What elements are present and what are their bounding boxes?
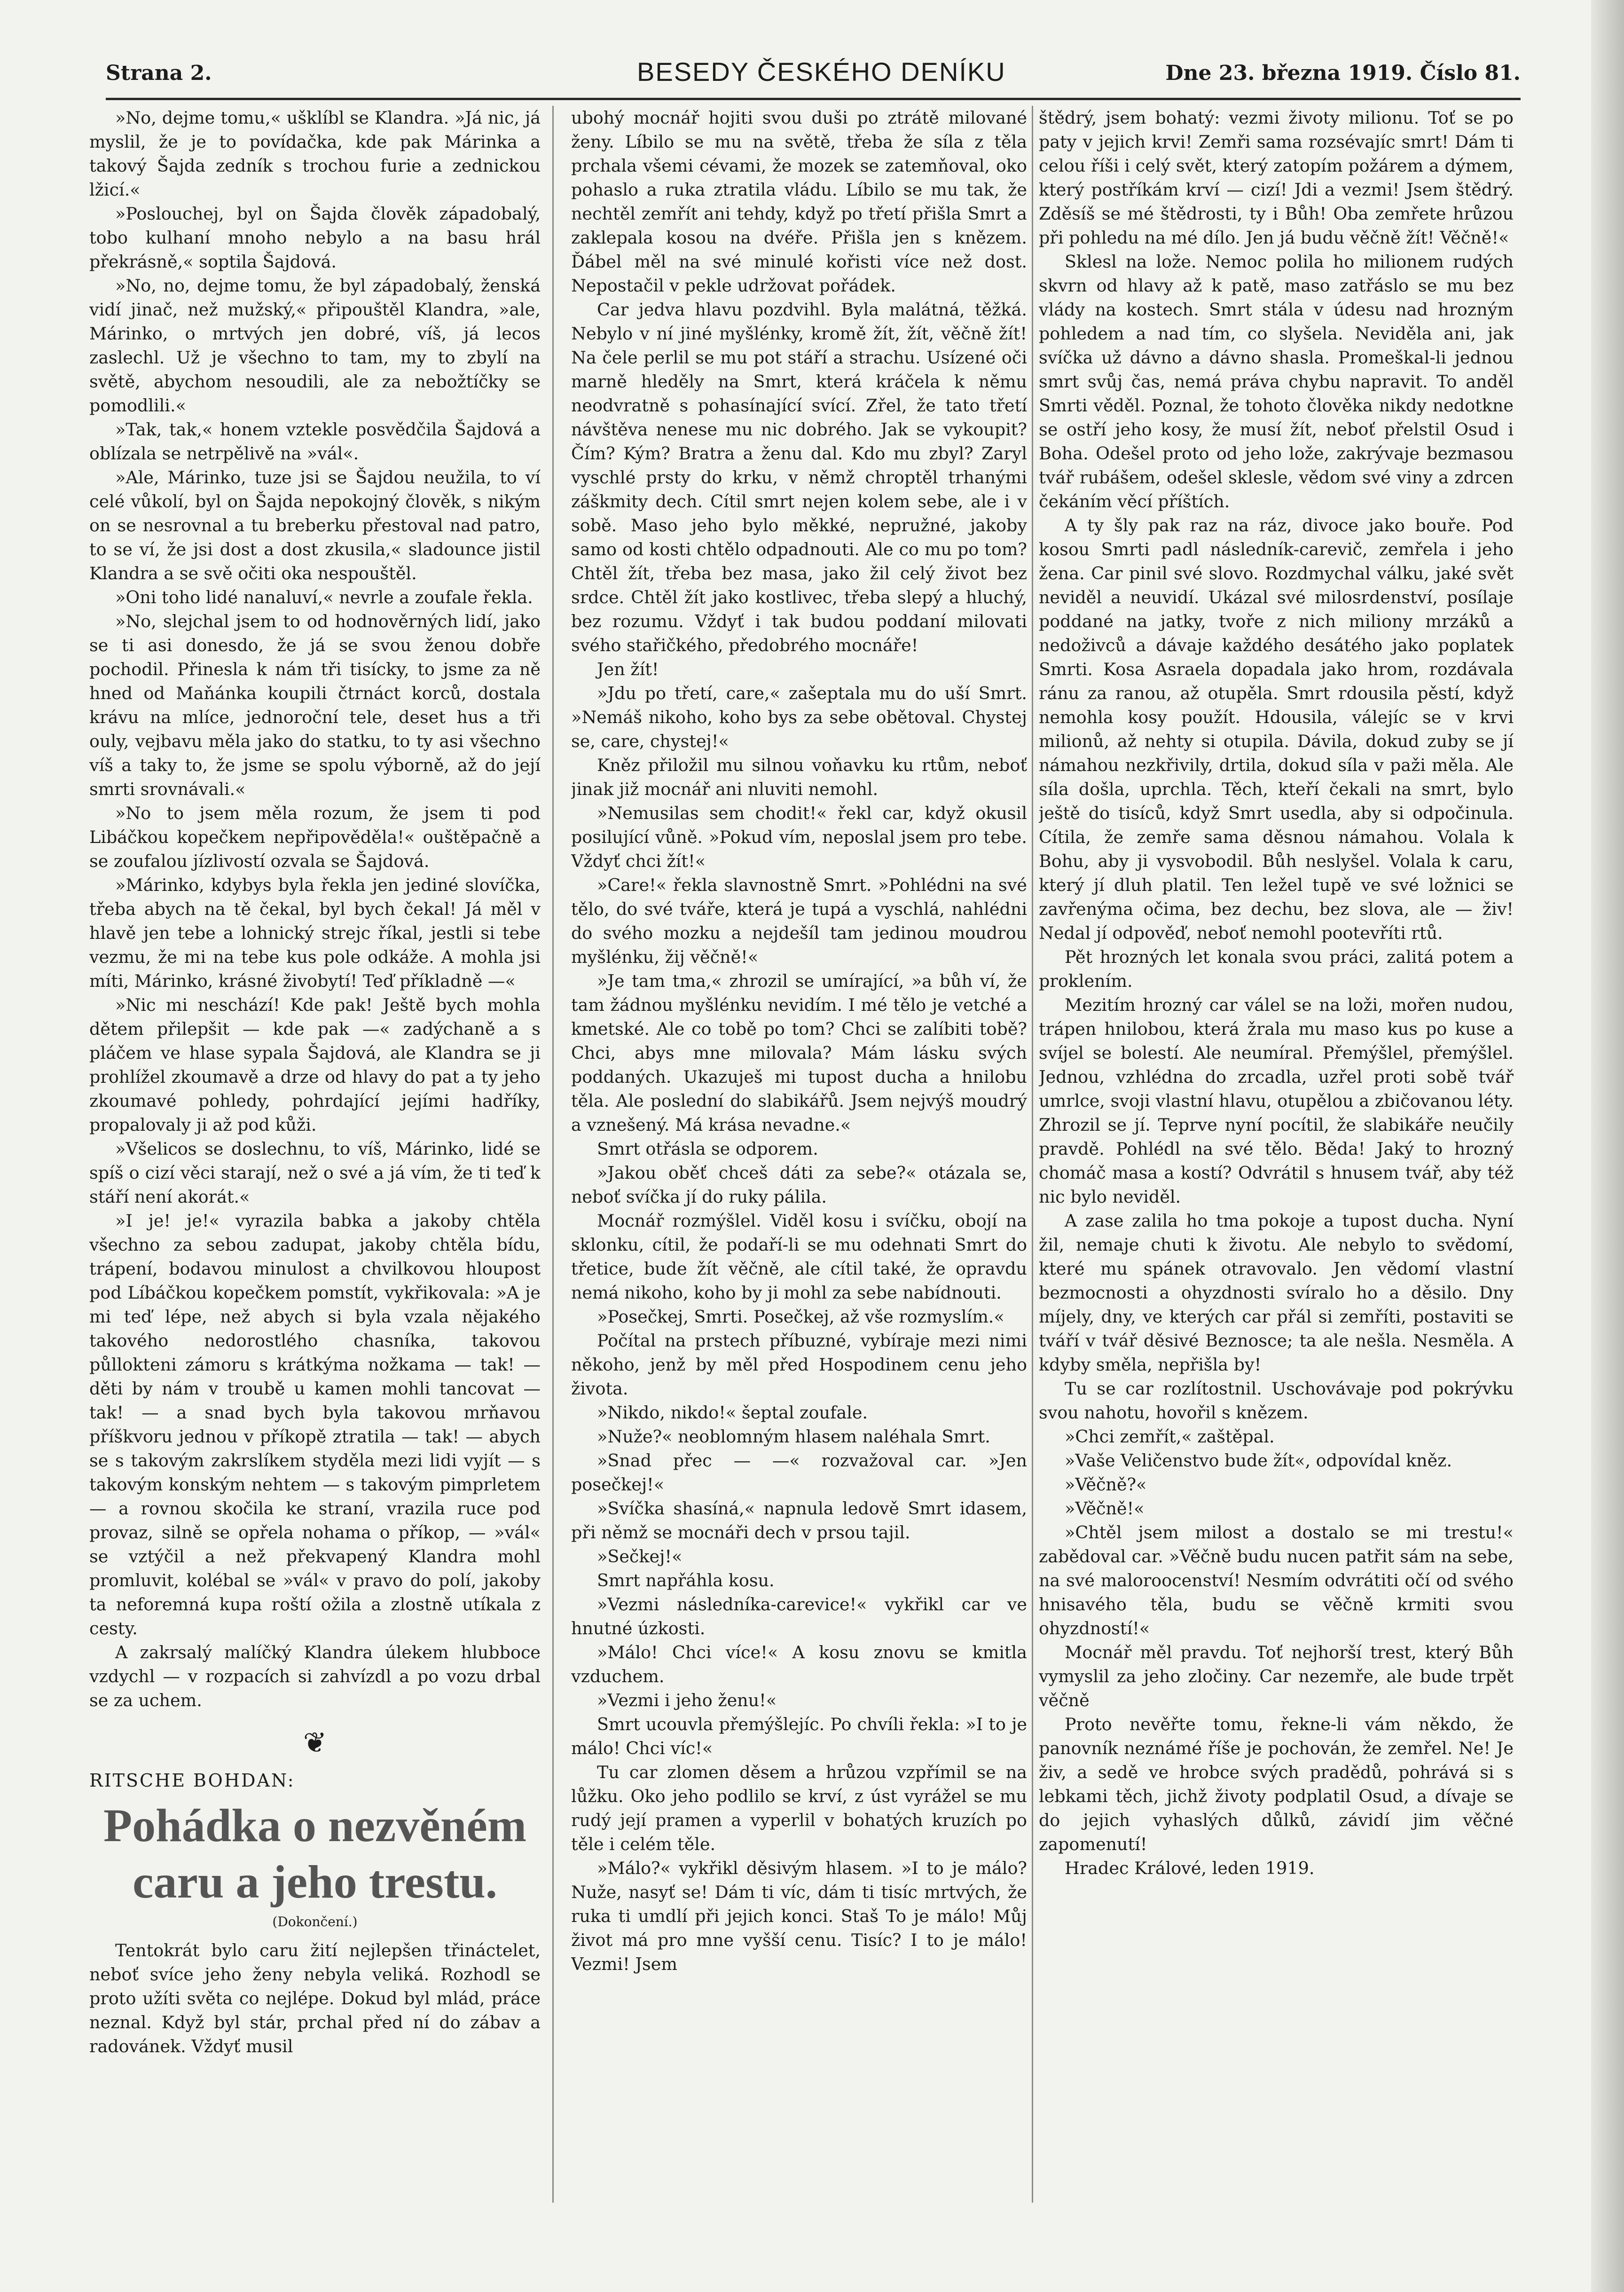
paragraph: »Chtěl jsem milost a dostalo se mi trestu!« zabědoval car. »Věčně budu nucen patřit sám na sebe, na své maloroocenství! Nesmím odvrátiti očí od svého hnisavého těla, budu se věčně krmiti svou ohyzdností!«	[1039, 1522, 1514, 1638]
page-number: Strana 2.	[106, 61, 212, 85]
issue-date: Dne 23. března 1919.	[1165, 61, 1413, 85]
paragraph: štědrý, jsem bohatý: vezmi životy milionu. Toť se po paty v jejich krvi! Zemři sama rozsévajíc smrt! Dám ti celou říši i celý svět, který zatopím požárem a dýmem, který postříkám krví — cizí! Jdi a vezmi! Jsem štědrý. Zděsíš se mé štědrosti, ty i Bůh! Oba zemřete hrůzou při pohledu na mé dílo. Jen já budu věčně žít! Věčně!«	[1039, 108, 1514, 248]
paragraph: »Všelicos se doslechnu, to víš, Márinko, lidé se spíš o cizí věci starají, než o své a já vím, že ti teď k stáří není akorát.«	[89, 1139, 541, 1207]
issue-info	[1165, 61, 1521, 85]
story-subtitle: (Dokončení.)	[272, 1914, 358, 1930]
paragraph: »Snad přec — —« rozvažoval car. »Jen posečkej!«	[571, 1450, 1027, 1495]
paragraph: »Málo! Chci více!« A kosu znovu se kmitla vzduchem.	[571, 1642, 1027, 1686]
paragraph: Proto nevěřte tomu, řekne-li vám někdo, že panovník neznámé říše je pochován, že zemřel. Ne! Je živ, a sedě ve hrobce svých pradědů, pohrává si s lebkami těch, jichž životy podplatil Osud, a dívaje se do jejich vyhaslých důlků, závidí jim věčné zapomenutí!	[1039, 1714, 1514, 1854]
paragraph: Kněz přiložil mu silnou voňavku ku rtům, neboť jinak již mocnář ani nluviti nemohl.	[571, 755, 1027, 799]
paragraph: Sklesl na lože. Nemoc polila ho milionem rudých skvrn od hlavy až k patě, maso zatřáslo se mu bez vlády na kostech. Smrt stála v údesu nad hrozným pohledem a nad tím, co slyšela. Neviděla ani, jak svíčka už dávno a dávno shasla. Promeškal-li jednou smrt svůj čas, nemá práva chybu napravit. To anděl Smrti věděl. Poznal, že tohoto člověka nikdy nedotkne se ostří jeho kosy, že musí žít, neboť přelstil Osud i Boha. Odešel proto od jeho lože, zakrývaje bezmasou tvář rubášem, odešel sklesle, vědom své viny a zdrcen čekáním věcí příštích.	[1039, 252, 1514, 512]
column-3	[1039, 106, 1514, 2221]
paragraph: »Nuže?« neoblomným hlasem naléhala Smrt.	[597, 1426, 990, 1447]
paragraph: Jen žít!	[597, 659, 659, 679]
paragraph: ubohý mocnář hojiti svou duši po ztrátě milované ženy. Líbilo se mu na světě, třeba že síla z těla prchala všemi cévami, že mozek se zatemňoval, oko pohaslo a ruka ztratila vládu. Líbilo se mu tak, že nechtěl zemřít ani tehdy, když po třetí přišla Smrt a zaklepala kosou na dvéře. Přišla jen s knězem. Ďábel měl na své minulé kořisti více než dost. Nepostačil v pekle udržovat pořádek.	[571, 108, 1027, 296]
paragraph: »Vaše Veličenstvo bude žít«, odpovídal kněz.	[1065, 1450, 1452, 1471]
paragraph: »Jakou oběť chceš dáti za sebe?« otázala se, neboť svíčka jí do ruky pálila.	[571, 1163, 1027, 1207]
paragraph: »No to jsem měla rozum, že jsem ti pod Libáčkou kopečkem nepřipověděla!« ouštěpačně a se zoufalou jízlivostí ozvala se Šajdová.	[89, 803, 541, 871]
paragraph: Smrt napřáhla kosu.	[597, 1570, 775, 1591]
paragraph: »Care!« řekla slavnostně Smrt. »Pohlédni na své tělo, do své tváře, která je tupá a vyschlá, nahlédni do svého mozku a nejdešíl tam jedinou moudrou myšlénku, žij věčně!«	[571, 875, 1027, 967]
paragraph: »No, slejchal jsem to od hodnověrných lidí, jako se ti asi donesdo, že já se svou ženou dobře pochodil. Přinesla k nám tři tisícky, to jsme za ně hned od Maňánka koupili čtrnáct korců, dostala krávu na mlíce, jednoroční tele, deset hus a tři ouly, vejbavu měla jako do statku, to ty asi všechno víš a taky to, že jsme se spolu výborně, až do její smrti srovnávali.«	[89, 611, 541, 799]
paragraph: A ty šly pak raz na ráz, divoce jako bouře. Pod kosou Smrti padl následník-carevič, zemřela i jeho žena. Car pinil své slovo. Rozdmychal válku, jaké svět neviděl a neuvidí. Ukázal své milosrdenství, posílaje poddané na jatky, tvoře z nich miliony mrzáků a nedoživců a dávaje každého desátého jako poplatek Smrti. Kosa Asraela dopadala jako hrom, rozdávala ránu za ranou, až otupěla. Smrt rdousila pěstí, když nemohla kosy použít. Hdousila, válejíc se v krvi milionů, až nehty si otupila. Dávila, dokud zuby se jí námahou nezkřivily, drtila, dokud síla v paži měla. Ale síla došla, uprchla. Těch, kteří čekali na smrt, bylo ještě do tisíců, když Smrt usedla, aby si odpočinula. Cítila, že zemře sama děsnou námahou. Volala k Bohu, aby ji vysvobodil. Bůh neslyšel. Volala k caru, který jí dluh platil. Ten ležel tupě ve své ložnici se zavřenýma očima, bez dechu, bez slova, ale — živ! Nedal jí odpověď, neboť nemohl pootevříti rtů.	[1039, 515, 1514, 943]
header-rule	[106, 98, 1521, 100]
column-1	[89, 106, 541, 2221]
issue-number: Číslo 81.	[1420, 61, 1521, 85]
paragraph: Tu car zlomen děsem a hrůzou vzpřímil se na lůžku. Oko jeho podlilo se krví, z úst vyrážel se mu rudý její pramen a vyperlil v bohatých kruzích po těle i celém těle.	[571, 1762, 1027, 1854]
paragraph: »Nic mi neschází! Kde pak! Ještě bych mohla dětem přilepšit — kde pak —« zadýchaně a s pláčem ve hlase sypala Šajdová, ale Klandra se ji prohlížel zkoumavě a drze od hlavy do pat a ty jeho zkoumavé pohledy, pohrdající jejími hadříky, propalovaly ji až pod kůži.	[89, 995, 541, 1135]
paragraph: »Věčně!«	[1065, 1498, 1145, 1519]
paragraph: Smrt ucouvla přemýšlejíc. Po chvíli řekla: »I to je málo! Chci víc!«	[571, 1714, 1027, 1758]
paragraph: »Ale, Márinko, tuze jsi se Šajdou neužila, to ví celé vůkolí, byl on Šajda nepokojný člověk, s nikým on se nesrovnal a tu breberku přestoval nad patro, to se ví, že jsi dost a dost zkusila,« sladounce jistil Klandra a se svě očiti oka nespouštěl.	[89, 467, 541, 583]
dateline: Hradec Králové, leden 1919.	[1065, 1858, 1315, 1878]
paragraph: »I je! je!« vyrazila babka a jakoby chtěla všechno za sebou zadupat, jakoby chtěla bídu, trápení, bodavou minulost a chvilkovou hloupost pod Líbáčkou kopečkem pomstít, vykřikovala: »A je mi teď lépe, než abych si byla vzala nějakého takového nedorostlého chasníka, takovou půllokteni zámoru s krátkýma nožkama — tak! — děti by nám v troubě u kamen mohli tancovat — tak! — a snad bych byla takovou mrňavou příškvoru jednou v příkopě ztratila — tak! — abych se s takovým zakrslíkem styděla mezi lidi vyjít — s takovým konským nehtem — s takovým pimprletem — a rovnou skočila ke straní, vrazila ruce pod provaz, silně se opřela nohama o příkop, — »vál« se vztýčil a než překvapený Klandra mohl promluvit, kolébal se »vál« v pravo do polí, jakoby ta neforemná kupa roští ožila a zlostně utíkala z cesty.	[89, 1211, 541, 1638]
paragraph: »Márinko, kdybys byla řekla jen jediné slovíčka, třeba abych na tě čekal, byl bych čekal! Já měl v hlavě jen tebe a lohnický strejc říkal, jestli si tebe vezmu, že mi na tebe kus pole odkáže. A mohla jsi míti, Márinko, krásné živobytí! Teď příkladně —«	[89, 875, 541, 991]
paragraph: Mocnář rozmýšlel. Viděl kosu i svíčku, obojí na sklonku, cítil, že podaří-li se mu odehnati Smrt do třetice, bude žít věčně, ale cítil také, že opravdu nemá nikoho, koho by ji mohl za sebe nabídnouti.	[571, 1211, 1027, 1303]
paragraph: Mezitím hrozný car válel se na loži, mořen nudou, trápen hnilobou, která žrala mu maso kus po kuse a svíjel se bolestí. Ale neumíral. Přemýšlel, přemýšlel. Jednou, vzhlédna do zrcadla, uzřel proti sobě tvář umrlce, svoji vlastní hlavu, otupělou a zbičovanou léty. Zhrozil se jí. Teprve nyní pocítil, že slabikáře neučily pravdě. Pohlédl na své tělo. Běda! Jaký to hrozný chomáč masa a kostí? Odvrátil s hnusem tvář, aby též nic bylo neviděl.	[1039, 995, 1514, 1207]
paragraph: »Věčně?«	[1065, 1474, 1147, 1495]
paragraph: Počítal na prstech příbuzné, vybíraje mezi nimi někoho, jenž by měl před Hospodinem cenu jeho života.	[571, 1331, 1027, 1399]
paragraph: A zase zalila ho tma pokoje a tupost ducha. Nyní žil, nemaje chuti k životu. Ale nebylo to svědomí, které mu spánek otravovalo. Jen vědomí vlastní bezmocnosti a ohyzdnosti svíralo ho a děsilo. Dny míjely, dny, ve kterých car přál si zemříti, postaviti se tváří v tvář děsivé Beznosce; ta ale nešla. Nesměla. A kdyby směla, nepřišla by!	[1039, 1211, 1514, 1375]
paragraph: »Vezmi i jeho ženu!«	[597, 1690, 777, 1710]
newspaper-title: BESEDY ČESKÉHO DENÍKU	[637, 57, 1006, 87]
paragraph: »Sečkej!«	[597, 1546, 683, 1567]
paragraph: Pět hrozných let konala svou práci, zalitá potem a proklením.	[1039, 947, 1514, 991]
paragraph: »Tak, tak,« honem vztekle posvědčila Šajdová a oblízala se netrpělivě na »vál«.	[89, 419, 541, 464]
column-2	[571, 106, 1027, 2221]
paragraph: »Svíčka shasíná,« napnula ledově Smrt idasem, při němž se mocnáři dech v prsou tajil.	[571, 1498, 1027, 1543]
paragraph: Mocnář měl pravdu. Toť nejhorší trest, který Bůh vymyslil za jeho zločiny. Car nezemře, ale bude trpět věčně	[1039, 1642, 1514, 1710]
page-header	[106, 56, 1521, 94]
column-divider	[1032, 106, 1033, 2203]
story-title: Pohádka o nezvěném caru a jeho trestu.	[103, 1799, 526, 1908]
paragraph: Smrt otřásla se odporem.	[597, 1139, 818, 1159]
paragraph: »Poslouchej, byl on Šajda člověk západobalý, tobo kulhaní mnoho nebylo a na basu hrál překrásně,« soptila Šajdová.	[89, 204, 541, 272]
paragraph: Tentokrát bylo caru žití nejlepšen třináctelet, neboť svíce jeho ženy nebyla veliká. Rozhodl se proto užíti světa co nejlépe. Dokud byl mlád, práce neznal. Když byl stár, prchal před ní do zábav a radovánek. Vždyť musil	[89, 1940, 541, 2056]
column-divider	[552, 106, 554, 2203]
paragraph: »Vezmi následníka-carevice!« vykřikl car ve hnutné úzkosti.	[571, 1594, 1027, 1638]
paragraph: A zakrsalý malíčký Klandra úlekem hlubboce vzdychl — v rozpacích si zahvízdl a po vozu drbal se za uchem.	[89, 1642, 541, 1710]
paragraph: »No, no, dejme tomu, že byl západobalý, ženská vidí jinač, než mužský,« připouštěl Klandra, »ale, Márinko, o mrtvých jen dobré, víš, já lecos zaslechl. Už je všechno to tam, my to zbylí na světě, abychom nesoudili, ale za nebožtíčky se pomodlili.«	[89, 276, 541, 416]
paragraph: »Nikdo, nikdo!« šeptal zoufale.	[597, 1402, 868, 1423]
paragraph: »Je tam tma,« zhrozil se umírající, »a bůh ví, že tam žádnou myšlénku nevidím. I mé tělo je vetché a kmetské. Ale co tobě po tom? Chci se zalíbiti tobě? Chci, abys mne milovala? Mám lásku svých poddaných. Ukazuješ mi tupost ducha a hnilobu těla. Ale poslední do slabikářů. Jsem nejvýš moudrý a vznešený. Má krása nevadne.«	[571, 971, 1027, 1135]
scan-edge-shadow	[1591, 0, 1624, 2292]
paragraph: »No, dejme tomu,« ušklíbl se Klandra. »Já nic, já myslil, že je to povídačka, kde pak Márinka a takový Šajda zedník s trochou furie a zednickou lžicí.«	[89, 108, 541, 200]
paragraph: »Málo?« vykřikl děsivým hlasem. »I to je málo? Nuže, nasyť se! Dám ti víc, dám ti tisíc mrtvých, že ruka ti umdlí při jejich konci. Staš To je málo! Můj život má pro mne vyšší cenu. Tisíc? I to je málo! Vezmi! Jsem	[571, 1858, 1027, 1974]
ornament-icon: ❦	[303, 1726, 327, 1759]
paragraph: Car jedva hlavu pozdvihl. Byla malátná, těžká. Nebylo v ní jiné myšlénky, kromě žít, žít, věčně žít! Na čele perlil se mu pot stáří a strachu. Usízené oči marně hleděly na Smrt, která kráčela k němu neodvratně s pohasínající svící. Zřel, že tato třetí návštěva nenese mu nic dobrého. Jak se vykoupit? Čím? Kým? Bratra a ženu dal. Kdo mu zbyl? Zaryl vyschlé prsty do krku, v němž chroptěl trhanými záškmity dech. Cítil smrt nejen kolem sebe, ale i v sobě. Maso jeho bylo měkké, nepružné, jakoby samo od kosti chtělo odpadnouti. Ale co mu po tom? Chtěl žít, třeba bez masa, jako žil celý život bez srdce. Chtěl žít jako kostlivec, třeba slepý a hluchý, bez rozumu. Vždyť i tak budou poddaní milovati svého stařičkého, předobrého mocnáře!	[571, 299, 1027, 655]
paragraph: »Chci zemřít,« zaštěpal.	[1065, 1426, 1275, 1447]
story-author: RITSCHE BOHDAN:	[89, 1770, 295, 1791]
paragraph: Tu se car rozlítostnil. Uschovávaje pod pokrývku svou nahotu, hovořil s knězem.	[1039, 1378, 1514, 1423]
paragraph: »Jdu po třetí, care,« zašeptala mu do uší Smrt. »Nemáš nikoho, koho bys za sebe obětoval. Chystej se, care, chystej!«	[571, 683, 1027, 751]
paragraph: »Nemusilas sem chodit!« řekl car, když okusil posilující vůně. »Pokud vím, neposlal jsem pro tebe. Vždyť chci žít!«	[571, 803, 1027, 871]
paragraph: »Oni toho lidé nanaluví,« nevrle a zoufale řekla.	[115, 587, 533, 607]
paragraph: »Posečkej, Smrti. Posečkej, až vše rozmyslím.«	[597, 1307, 1004, 1327]
